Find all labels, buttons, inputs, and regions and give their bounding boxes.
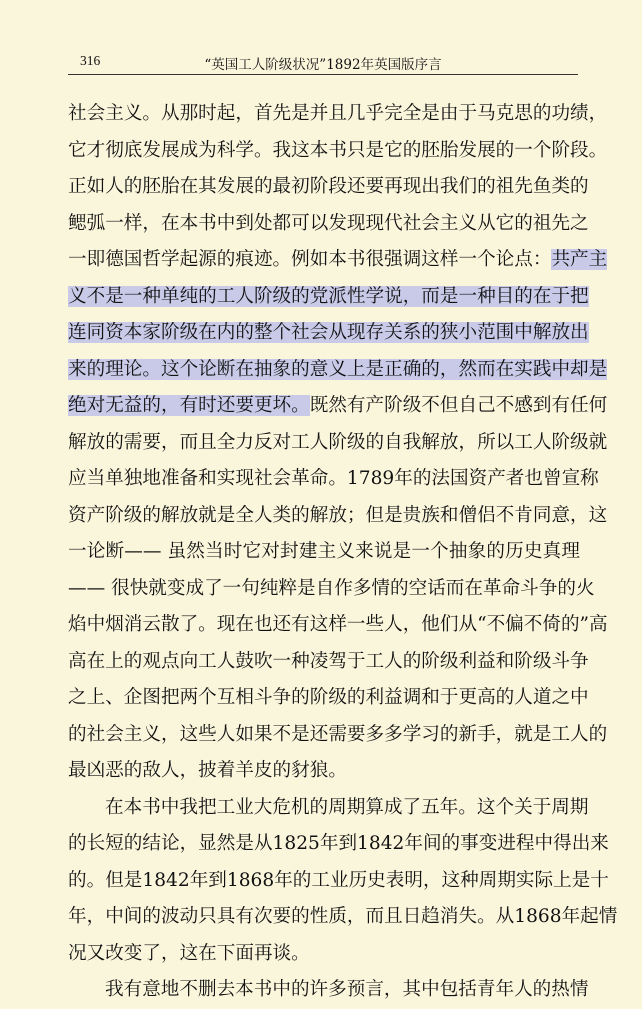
text-segment: 最凶恶的敌人，披着羊皮的豺狼。 <box>68 760 347 781</box>
text-segment: 一即德国哲学起源的痕迹。例如本书很强调这样一个论点： <box>68 249 552 270</box>
text-segment: 应当单独地准备和实现社会革命。1789年的法国资产者也曾宣称 <box>68 468 599 489</box>
text-line <box>68 571 595 608</box>
text-line <box>68 790 589 827</box>
text-line <box>68 607 608 644</box>
text-line <box>68 644 589 681</box>
text-line <box>68 279 589 316</box>
text-segment: 一论断—— 虽然当时它对封建主义来说是一个抽象的历史真理 <box>68 541 580 562</box>
text-segment: 的长短的结论，显然是从1825年到1842年间的事变进程中得出来 <box>68 833 609 854</box>
text-segment: 焰中烟消云散了。现在也还有这样一些人，他们从“不偏不倚的”高 <box>68 614 608 635</box>
text-segment: 社会主义。从那时起，首先是并且几乎完全是由于马克思的功绩， <box>68 103 608 124</box>
text-line <box>68 388 608 425</box>
highlighted-text: 来的理论。这个论断在抽象的意义上是正确的，然而在实践中却是 <box>68 358 608 380</box>
text-line <box>68 680 589 717</box>
text-segment: 它才彻底发展成为科学。我这本书只是它的胚胎发展的一个阶段。 <box>68 139 608 161</box>
text-line <box>68 133 608 170</box>
text-segment: 解放的需要，而且全力反对工人阶级的自我解放，所以工人阶级就 <box>68 431 608 453</box>
text-line <box>68 534 580 571</box>
text-line <box>68 169 589 206</box>
body-text <box>68 96 618 1009</box>
text-line <box>68 899 618 936</box>
text-segment: 既然有产阶级不但自己不感到有任何 <box>309 395 608 416</box>
text-line <box>68 352 608 389</box>
text-segment: 的社会主义，这些人如果不是还需要多多学习的新手，就是工人的 <box>68 723 608 745</box>
text-line <box>68 826 609 863</box>
text-segment: 的。但是1842年到1868年的工业历史表明，这种周期实际上是十 <box>68 869 609 891</box>
text-line <box>68 717 608 754</box>
text-segment: 之上、企图把两个互相斗争的阶级的利益调和于更高的人道之中 <box>68 687 589 708</box>
text-line <box>68 315 589 352</box>
text-segment: —— 很快就变成了一句纯粹是自作多情的空话而在革命斗争的火 <box>68 577 595 599</box>
text-line <box>68 753 580 790</box>
text-segment: 我有意地不删去本书中的许多预言，其中包括青年人的热情 <box>105 979 589 1000</box>
highlighted-text: 共产主 <box>551 249 608 270</box>
text-line <box>68 242 608 279</box>
text-segment: 况又改变了，这在下面再谈。 <box>68 942 310 964</box>
text-segment: 正如人的胚胎在其发展的最初阶段还要再现出我们的祖先鱼类的 <box>68 176 589 197</box>
highlighted-text: 连同资本家阶级在内的整个社会从现存关系的狭小范围中解放出 <box>68 322 589 343</box>
text-segment: 在本书中我把工业大危机的周期算成了五年。这个关于周期 <box>105 796 589 818</box>
text-segment: 年，中间的波动只具有次要的性质，而且日趋消失。从1868年起情 <box>68 906 618 927</box>
highlighted-text: 绝对无益的，有时还要更坏。 <box>68 395 310 416</box>
text-line <box>68 96 608 133</box>
text-line <box>68 863 609 900</box>
text-segment: 资产阶级的解放就是全人类的解放；但是贵族和僧侣不肯同意，这 <box>68 504 608 526</box>
page-number: 316 <box>80 53 101 68</box>
text-line <box>68 498 608 535</box>
text-line <box>68 936 580 973</box>
text-line <box>68 972 589 1009</box>
highlighted-text: 义不是一种单纯的工人阶级的党派性学说，而是一种目的在于把 <box>68 285 589 307</box>
text-segment: 鳃弧一样，在本书中到处都可以发现现代社会主义从它的祖先之 <box>68 212 589 234</box>
text-line <box>68 425 608 462</box>
text-line <box>68 461 599 498</box>
text-line <box>68 206 589 243</box>
running-title: “英国工人阶级状况”1892年英国版序言 <box>204 57 442 73</box>
text-segment: 高在上的观点向工人鼓吹一种凌驾于工人的阶级利益和阶级斗争 <box>68 650 589 672</box>
running-header <box>68 50 578 75</box>
